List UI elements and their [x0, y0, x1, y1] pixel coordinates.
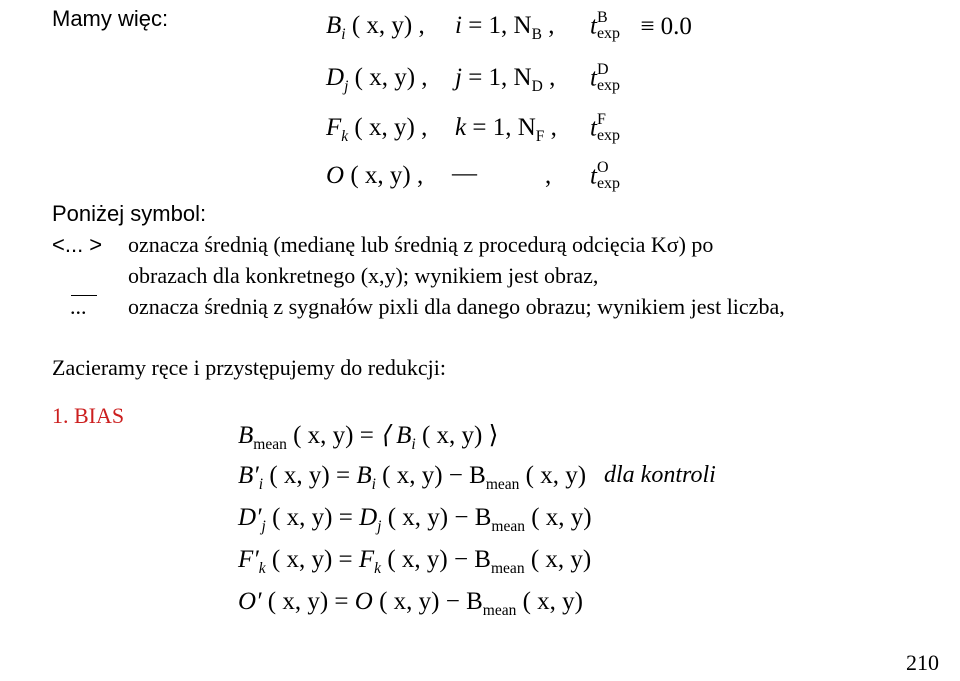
- rhs: F: [358, 546, 375, 573]
- range-sub: D: [531, 78, 543, 95]
- symbol-f: F: [326, 114, 342, 141]
- note-dla-kontroli: dla kontroli: [604, 462, 716, 488]
- eq-d-range: j = 1, $N_D$ ,: [455, 64, 556, 95]
- rhs-args: ( x, y) − B: [387, 546, 491, 573]
- t-sub: exp: [596, 25, 621, 42]
- eq-f-range: k = 1, $N_F$ ,: [455, 114, 557, 145]
- eq-b-time: [590, 9, 692, 44]
- sub-i: i: [341, 26, 346, 43]
- rhs-args: ( x, y) − B: [379, 588, 483, 615]
- rhs-args: ( x, y) − B: [387, 504, 492, 531]
- eq-d-time: [590, 61, 621, 96]
- rhs-args: ( x, y) − B: [382, 462, 486, 489]
- symbol-b: B: [326, 12, 342, 39]
- t-sub: exp: [596, 127, 621, 144]
- args: ( x, y) ,: [350, 162, 424, 189]
- lhs-sub: j: [261, 518, 266, 535]
- lhs-args: ( x, y) =: [267, 588, 349, 615]
- t-symbol: t: [590, 12, 597, 40]
- args: ( x, y) ,: [354, 64, 428, 91]
- t-sup: F: [596, 111, 606, 128]
- eq-bprime: [238, 462, 586, 494]
- eq-d-row: [326, 64, 428, 96]
- eq-dprime: [238, 504, 592, 536]
- symbol-d: D: [326, 64, 345, 91]
- range: = 1, N: [468, 64, 532, 91]
- args: ( x, y) ,: [354, 114, 428, 141]
- symbol-o: O: [326, 162, 345, 189]
- page-number: 210: [906, 650, 939, 675]
- lhs: O′: [238, 588, 262, 615]
- eq-b-range: i = 1, $N_B$ ,: [455, 12, 555, 43]
- t-sup: O: [596, 159, 609, 176]
- rhs-args: ( x, y) ⟩: [421, 422, 499, 449]
- t-symbol: t: [590, 162, 597, 190]
- rhs2-args: ( x, y): [530, 546, 592, 573]
- lhs-sub: i: [258, 476, 264, 493]
- rhs2-sub: mean: [491, 560, 525, 577]
- t-value: ≡ 0.0: [640, 12, 692, 40]
- angle-line-1: oznacza średnią (medianę lub średnią z procedurą odcięcia Kσ) po: [128, 232, 714, 257]
- index-i: i: [455, 12, 462, 39]
- lhs-args: ( x, y) =: [293, 422, 374, 449]
- rhs-sub: i: [371, 476, 376, 493]
- eq-o-time: [590, 159, 621, 194]
- lhs: D′: [238, 504, 262, 531]
- lhs-args: ( x, y) =: [269, 462, 351, 489]
- lhs: B′: [238, 462, 259, 489]
- angle-line-2: obrazach dla konkretnego (x,y); wynikiem jest obraz,: [128, 263, 599, 288]
- eq-f-time: [590, 111, 621, 146]
- bar-text: oznacza średnią z sygnałów pixli dla danego obrazu; wynikiem jest liczba,: [128, 294, 785, 319]
- eq-fprime: [238, 546, 591, 578]
- range: = 1, N: [468, 12, 532, 39]
- t-sup: D: [596, 61, 609, 78]
- t-sub: exp: [596, 175, 621, 192]
- lhs-args: ( x, y) =: [272, 504, 353, 531]
- range: = 1, N: [472, 114, 536, 141]
- index-k: k: [455, 114, 467, 141]
- rhs2-sub: mean: [482, 602, 517, 619]
- args: ( x, y) ,: [351, 12, 425, 39]
- rhs-sub: i: [411, 436, 416, 453]
- sub-j: j: [344, 78, 349, 95]
- bar-symbol: ...: [70, 294, 87, 319]
- eq-b-row: [326, 12, 425, 44]
- lhs-args: ( x, y) =: [271, 546, 353, 573]
- rhs2-args: ( x, y): [531, 504, 592, 531]
- lhs: F′: [238, 546, 259, 573]
- eq-bmean: [238, 420, 498, 454]
- t-sup: B: [596, 9, 608, 26]
- reduction-heading: Zacieramy ręce i przystępujemy do redukcji:: [52, 355, 446, 380]
- lhs-sub: mean: [253, 436, 287, 453]
- rhs2-sub: mean: [491, 518, 525, 535]
- t-symbol: t: [590, 114, 597, 142]
- intro-heading: Mamy więc:: [52, 6, 169, 31]
- rhs: O: [354, 588, 373, 615]
- range-sub: B: [531, 26, 542, 43]
- eq-o-row: [326, 162, 423, 190]
- sub-k: k: [341, 128, 349, 145]
- bias-label: 1. BIAS: [52, 403, 125, 428]
- symbols-heading: Poniżej symbol:: [52, 201, 207, 226]
- rhs: D: [359, 504, 378, 531]
- t-sub: exp: [596, 77, 621, 94]
- eq-o-dash: —: [452, 160, 477, 187]
- index-j: j: [455, 64, 462, 91]
- eq-f-row: [326, 114, 427, 146]
- rhs-sub: k: [374, 560, 382, 577]
- rhs2-args: ( x, y): [522, 588, 584, 615]
- lhs: B: [238, 422, 254, 449]
- eq-oprime: [238, 588, 583, 620]
- rhs-sub: j: [377, 518, 382, 535]
- angle-symbol: <... >: [52, 232, 103, 257]
- t-symbol: t: [590, 64, 597, 92]
- rhs2-sub: mean: [485, 476, 520, 493]
- rhs2-args: ( x, y): [525, 462, 587, 489]
- rhs: B: [356, 462, 372, 489]
- rhs: ⟨ B: [380, 422, 412, 449]
- lhs-sub: k: [258, 560, 266, 577]
- eq-o-comma: ,: [545, 162, 552, 189]
- range-sub: F: [535, 128, 545, 145]
